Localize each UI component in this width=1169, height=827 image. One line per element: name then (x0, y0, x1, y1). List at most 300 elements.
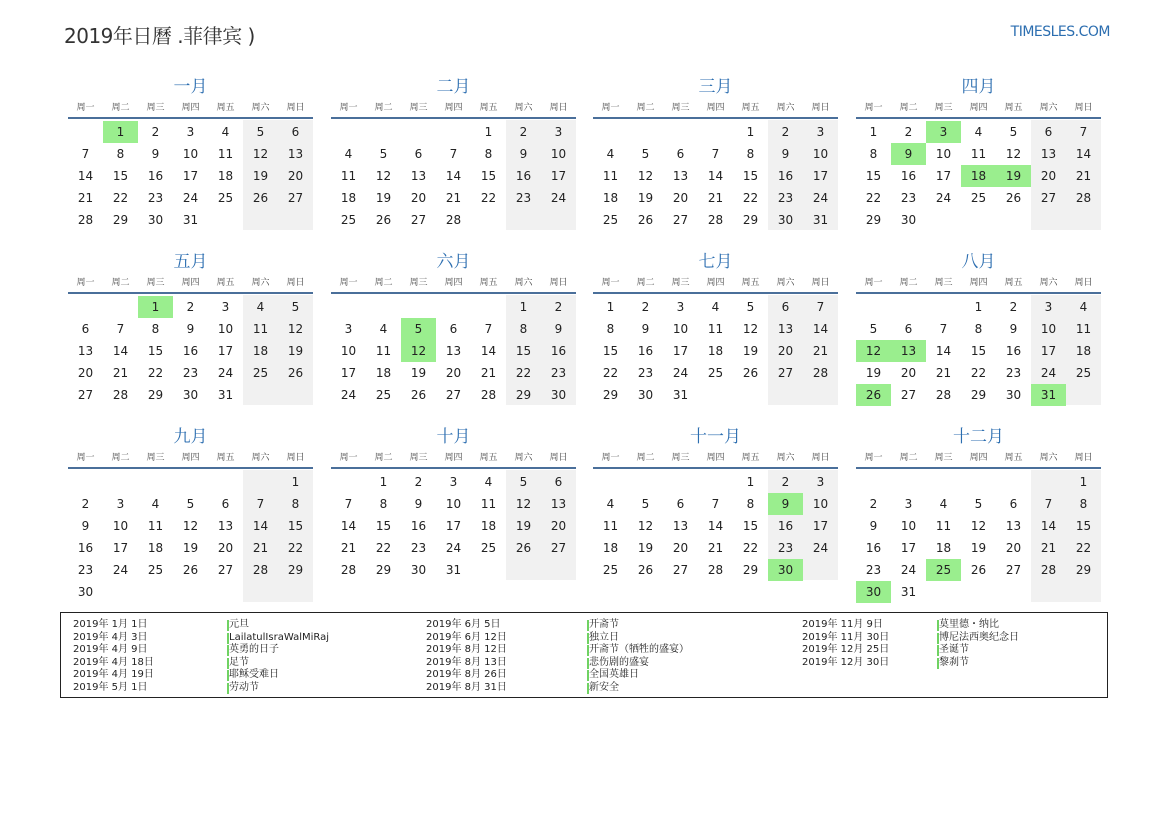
day-cell: 29 (1075, 563, 1092, 577)
day-cell: 28 (1075, 191, 1092, 205)
day-cell: 18 (147, 541, 164, 555)
day-cell: 20 (900, 366, 917, 380)
day-cell: 26 (1005, 191, 1022, 205)
day-cell: 5 (379, 147, 388, 161)
weekday-header: 周一 (601, 103, 620, 113)
day-cell: 3 (676, 300, 685, 314)
day-cell: 28 (707, 563, 724, 577)
day-cell: 20 (672, 191, 689, 205)
holiday-day-cell: 30 (768, 559, 803, 581)
day-cell: 15 (970, 344, 987, 358)
month-5 (68, 251, 313, 421)
day-cell: 16 (147, 169, 164, 183)
day-cell: 13 (410, 169, 427, 183)
holiday-date: 2019年 8月 13日 (426, 656, 507, 668)
day-cell: 21 (445, 191, 462, 205)
weekday-header: 周一 (76, 453, 95, 463)
day-cell: 8 (484, 147, 493, 161)
day-cell: 1 (291, 475, 300, 489)
day-cell: 30 (182, 388, 199, 402)
day-cell: 4 (1079, 300, 1088, 314)
day-cell: 13 (777, 322, 794, 336)
day-cell: 14 (1075, 147, 1092, 161)
day-cell: 13 (1005, 519, 1022, 533)
holiday-name: 博尼法西奥纪念日 (939, 631, 1019, 643)
day-cell: 21 (480, 366, 497, 380)
day-cell: 21 (707, 191, 724, 205)
holiday-day-cell: 25 (926, 559, 961, 581)
day-cell: 21 (340, 541, 357, 555)
day-cell: 7 (711, 497, 720, 511)
day-cell: 27 (287, 191, 304, 205)
day-cell: 22 (515, 366, 532, 380)
day-cell: 16 (637, 344, 654, 358)
day-cell: 28 (340, 563, 357, 577)
day-cell: 25 (252, 366, 269, 380)
day-cell: 17 (445, 519, 462, 533)
weekday-header: 周四 (181, 103, 200, 113)
holiday-day-cell: 12 (401, 340, 436, 362)
holiday-date: 2019年 4月 19日 (73, 669, 154, 680)
day-cell: 8 (151, 322, 160, 336)
day-cell: 5 (1009, 125, 1018, 139)
holiday-name: 独立日 (589, 631, 619, 643)
day-cell: 11 (707, 322, 724, 336)
weekday-header: 周三 (671, 278, 690, 288)
day-cell: 31 (672, 388, 689, 402)
day-cell: 28 (252, 563, 269, 577)
day-cell: 21 (77, 191, 94, 205)
day-cell: 17 (1040, 344, 1057, 358)
day-cell: 24 (182, 191, 199, 205)
day-cell: 24 (900, 563, 917, 577)
weekday-header: 周一 (339, 453, 358, 463)
day-cell: 30 (1005, 388, 1022, 402)
day-cell: 9 (186, 322, 195, 336)
day-cell: 18 (375, 366, 392, 380)
day-cell: 20 (550, 519, 567, 533)
day-cell: 7 (344, 497, 353, 511)
day-cell: 11 (217, 147, 234, 161)
day-cell: 17 (812, 169, 829, 183)
day-cell: 8 (116, 147, 125, 161)
weekday-header: 周二 (111, 453, 130, 463)
day-cell: 14 (935, 344, 952, 358)
day-cell: 8 (974, 322, 983, 336)
day-cell: 7 (116, 322, 125, 336)
weekday-header: 周三 (146, 453, 165, 463)
month-1 (68, 76, 313, 246)
holiday-day-cell: 5 (401, 318, 436, 340)
day-cell: 23 (515, 191, 532, 205)
holiday-day-cell: 13 (891, 340, 926, 362)
day-cell: 10 (550, 147, 567, 161)
day-cell: 14 (707, 519, 724, 533)
day-cell: 12 (742, 322, 759, 336)
day-cell: 19 (637, 191, 654, 205)
weekday-header: 周六 (514, 103, 533, 113)
header-rule (331, 117, 576, 119)
month-name: 七月 (698, 252, 733, 272)
day-cell: 30 (637, 388, 654, 402)
month-12 (856, 426, 1101, 599)
weekday-header: 周六 (776, 278, 795, 288)
weekday-header: 周四 (706, 103, 725, 113)
day-cell: 22 (375, 541, 392, 555)
day-cell: 19 (287, 344, 304, 358)
day-cell: 23 (1005, 366, 1022, 380)
holiday-date: 2019年 4月 18日 (73, 656, 154, 668)
day-cell: 31 (900, 585, 917, 599)
day-cell: 2 (781, 475, 790, 489)
day-cell: 19 (375, 191, 392, 205)
day-cell: 25 (480, 541, 497, 555)
day-cell: 1 (606, 300, 615, 314)
weekday-header: 周五 (741, 103, 760, 113)
holiday-date: 2019年 11月 30日 (802, 631, 890, 643)
day-cell: 19 (410, 366, 427, 380)
day-cell: 11 (480, 497, 497, 511)
holiday-name: 元旦 (229, 619, 249, 630)
day-cell: 26 (637, 563, 654, 577)
day-cell: 6 (1009, 497, 1018, 511)
day-cell: 22 (147, 366, 164, 380)
day-cell: 27 (672, 563, 689, 577)
holiday-name: LailatulIsraWalMiRaj (229, 631, 330, 643)
day-cell: 17 (182, 169, 199, 183)
day-cell: 25 (217, 191, 234, 205)
day-cell: 29 (865, 213, 882, 227)
day-cell: 18 (217, 169, 234, 183)
day-cell: 18 (707, 344, 724, 358)
day-cell: 25 (602, 563, 619, 577)
day-cell: 5 (641, 497, 650, 511)
day-cell: 12 (375, 169, 392, 183)
weekday-header: 周三 (671, 103, 690, 113)
day-cell: 25 (970, 191, 987, 205)
day-cell: 27 (77, 388, 94, 402)
day-cell: 29 (742, 563, 759, 577)
day-cell: 21 (935, 366, 952, 380)
day-cell: 18 (340, 191, 357, 205)
day-cell: 6 (414, 147, 423, 161)
day-cell: 4 (606, 147, 615, 161)
header-rule (68, 117, 313, 119)
day-cell: 17 (900, 541, 917, 555)
day-cell: 7 (939, 322, 948, 336)
day-cell: 24 (812, 541, 829, 555)
day-cell: 27 (410, 213, 427, 227)
weekday-header: 周日 (811, 278, 830, 288)
weekday-header: 周一 (339, 103, 358, 113)
day-cell: 28 (112, 388, 129, 402)
weekday-header: 周四 (969, 278, 988, 288)
weekday-header: 周六 (1039, 453, 1058, 463)
day-cell: 26 (287, 366, 304, 380)
day-cell: 22 (865, 191, 882, 205)
day-cell: 13 (217, 519, 234, 533)
day-cell: 29 (375, 563, 392, 577)
day-cell: 10 (672, 322, 689, 336)
day-cell: 20 (1040, 169, 1057, 183)
day-cell: 17 (550, 169, 567, 183)
day-cell: 3 (1044, 300, 1053, 314)
day-cell: 25 (1075, 366, 1092, 380)
day-cell: 16 (865, 541, 882, 555)
day-cell: 5 (186, 497, 195, 511)
day-cell: 15 (480, 169, 497, 183)
holiday-date: 2019年 6月 5日 (426, 619, 501, 630)
weekday-header: 周四 (706, 278, 725, 288)
header-rule (593, 292, 838, 294)
day-cell: 10 (935, 147, 952, 161)
day-cell: 25 (147, 563, 164, 577)
weekday-header: 周三 (934, 453, 953, 463)
day-cell: 29 (112, 213, 129, 227)
weekday-header: 周六 (251, 278, 270, 288)
day-cell: 27 (672, 213, 689, 227)
day-cell: 18 (602, 541, 619, 555)
weekday-header: 周日 (549, 278, 568, 288)
day-cell: 5 (256, 125, 265, 139)
month-name: 八月 (961, 252, 996, 272)
day-cell: 28 (812, 366, 829, 380)
day-cell: 24 (445, 541, 462, 555)
day-cell: 10 (112, 519, 129, 533)
weekday-header: 周五 (479, 278, 498, 288)
day-cell: 23 (182, 366, 199, 380)
month-8 (856, 251, 1101, 421)
weekday-header: 周三 (934, 103, 953, 113)
day-cell: 7 (449, 147, 458, 161)
weekday-header: 周三 (146, 103, 165, 113)
day-cell: 27 (777, 366, 794, 380)
day-cell: 19 (182, 541, 199, 555)
weekday-header: 周二 (636, 278, 655, 288)
day-cell: 20 (672, 541, 689, 555)
day-cell: 12 (1005, 147, 1022, 161)
day-cell: 30 (550, 388, 567, 402)
day-cell: 15 (375, 519, 392, 533)
weekday-header: 周五 (1004, 278, 1023, 288)
day-cell: 2 (641, 300, 650, 314)
day-cell: 31 (182, 213, 199, 227)
day-cell: 14 (445, 169, 462, 183)
day-cell: 5 (519, 475, 528, 489)
holiday-date: 2019年 5月 1日 (73, 681, 148, 693)
day-cell: 25 (340, 213, 357, 227)
day-cell: 3 (816, 125, 825, 139)
day-cell: 2 (81, 497, 90, 511)
day-cell: 9 (151, 147, 160, 161)
weekday-header: 周二 (899, 453, 918, 463)
weekday-header: 周六 (251, 103, 270, 113)
day-cell: 29 (970, 388, 987, 402)
day-cell: 7 (256, 497, 265, 511)
day-cell: 12 (970, 519, 987, 533)
day-cell: 2 (904, 125, 913, 139)
weekday-header: 周三 (409, 453, 428, 463)
day-cell: 3 (186, 125, 195, 139)
day-cell: 25 (375, 388, 392, 402)
day-cell: 29 (147, 388, 164, 402)
day-cell: 23 (410, 541, 427, 555)
day-cell: 24 (217, 366, 234, 380)
day-cell: 6 (554, 475, 563, 489)
holiday-name: 悲伤剧的盛宴 (589, 656, 649, 668)
day-cell: 7 (711, 147, 720, 161)
weekday-header: 周日 (549, 453, 568, 463)
day-cell: 9 (81, 519, 90, 533)
day-cell: 21 (252, 541, 269, 555)
day-cell: 7 (1079, 125, 1088, 139)
day-cell: 4 (711, 300, 720, 314)
day-cell: 22 (480, 191, 497, 205)
weekday-header: 周一 (339, 278, 358, 288)
weekday-header: 周六 (776, 453, 795, 463)
weekday-header: 周五 (216, 453, 235, 463)
header-rule (68, 467, 313, 469)
day-cell: 4 (151, 497, 160, 511)
day-cell: 9 (519, 147, 528, 161)
weekday-header: 周一 (864, 278, 883, 288)
day-cell: 10 (217, 322, 234, 336)
day-cell: 17 (935, 169, 952, 183)
day-cell: 5 (869, 322, 878, 336)
day-cell: 10 (340, 344, 357, 358)
weekday-header: 周四 (181, 278, 200, 288)
day-cell: 10 (812, 497, 829, 511)
day-cell: 3 (449, 475, 458, 489)
weekday-header: 周二 (899, 278, 918, 288)
day-cell: 27 (445, 388, 462, 402)
day-cell: 14 (707, 169, 724, 183)
weekday-header: 周二 (111, 278, 130, 288)
weekday-header: 周五 (216, 278, 235, 288)
day-cell: 16 (900, 169, 917, 183)
day-cell: 30 (900, 213, 917, 227)
day-cell: 11 (602, 169, 619, 183)
day-cell: 26 (637, 213, 654, 227)
day-cell: 29 (742, 213, 759, 227)
day-cell: 3 (344, 322, 353, 336)
holiday-date: 2019年 4月 9日 (73, 644, 148, 655)
day-cell: 21 (707, 541, 724, 555)
day-cell: 24 (812, 191, 829, 205)
day-cell: 21 (1040, 541, 1057, 555)
day-cell: 17 (340, 366, 357, 380)
holiday-date: 2019年 8月 31日 (426, 681, 507, 693)
weekday-header: 周三 (146, 278, 165, 288)
day-cell: 27 (1040, 191, 1057, 205)
month-name: 五月 (173, 252, 208, 272)
weekday-header: 周五 (1004, 103, 1023, 113)
day-cell: 8 (1079, 497, 1088, 511)
day-cell: 23 (77, 563, 94, 577)
day-cell: 16 (777, 519, 794, 533)
day-cell: 4 (939, 497, 948, 511)
day-cell: 3 (904, 497, 913, 511)
day-cell: 16 (1005, 344, 1022, 358)
weekday-header: 周一 (76, 278, 95, 288)
day-cell: 15 (515, 344, 532, 358)
day-cell: 1 (484, 125, 493, 139)
day-cell: 26 (182, 563, 199, 577)
holiday-date: 2019年 8月 12日 (426, 644, 507, 655)
day-cell: 8 (291, 497, 300, 511)
day-cell: 22 (287, 541, 304, 555)
day-cell: 13 (77, 344, 94, 358)
day-cell: 1 (1079, 475, 1088, 489)
day-cell: 13 (445, 344, 462, 358)
day-cell: 6 (221, 497, 230, 511)
day-cell: 14 (480, 344, 497, 358)
day-cell: 1 (869, 125, 878, 139)
day-cell: 19 (742, 344, 759, 358)
weekday-header: 周二 (899, 103, 918, 113)
header-rule (856, 467, 1101, 469)
day-cell: 14 (252, 519, 269, 533)
day-cell: 8 (746, 497, 755, 511)
day-cell: 23 (550, 366, 567, 380)
header-rule (331, 467, 576, 469)
day-cell: 14 (1040, 519, 1057, 533)
day-cell: 16 (550, 344, 567, 358)
day-cell: 22 (112, 191, 129, 205)
day-cell: 25 (707, 366, 724, 380)
day-cell: 31 (812, 213, 829, 227)
day-cell: 7 (484, 322, 493, 336)
day-cell: 4 (484, 475, 493, 489)
weekday-header: 周六 (1039, 278, 1058, 288)
day-cell: 16 (182, 344, 199, 358)
holiday-date: 2019年 1月 1日 (73, 619, 148, 630)
day-cell: 13 (1040, 147, 1057, 161)
day-cell: 8 (746, 147, 755, 161)
weekday-header: 周五 (741, 453, 760, 463)
day-cell: 24 (550, 191, 567, 205)
weekday-header: 周四 (444, 453, 463, 463)
weekday-header: 周日 (1074, 453, 1093, 463)
month-7 (593, 251, 838, 421)
month-6 (331, 251, 576, 421)
site-brand-link[interactable]: TIMESLES.COM (1010, 24, 1110, 40)
weekday-header: 周一 (864, 103, 883, 113)
month-3 (593, 76, 838, 246)
holiday-date: 2019年 12月 30日 (802, 656, 890, 668)
weekday-header: 周日 (549, 103, 568, 113)
holiday-date: 2019年 6月 12日 (426, 631, 507, 643)
day-cell: 23 (865, 563, 882, 577)
day-cell: 27 (217, 563, 234, 577)
holiday-day-cell: 19 (996, 165, 1031, 187)
day-cell: 12 (637, 519, 654, 533)
day-cell: 22 (602, 366, 619, 380)
day-cell: 27 (900, 388, 917, 402)
weekday-header: 周五 (479, 453, 498, 463)
weekday-header: 周一 (864, 453, 883, 463)
day-cell: 28 (445, 213, 462, 227)
holiday-date: 2019年 11月 9日 (802, 619, 883, 630)
month-11 (593, 426, 838, 596)
weekday-header: 周二 (111, 103, 130, 113)
month-name: 九月 (173, 427, 208, 447)
holiday-day-cell: 3 (926, 121, 961, 143)
day-cell: 23 (147, 191, 164, 205)
day-cell: 18 (252, 344, 269, 358)
day-cell: 19 (970, 541, 987, 555)
day-cell: 11 (252, 322, 269, 336)
